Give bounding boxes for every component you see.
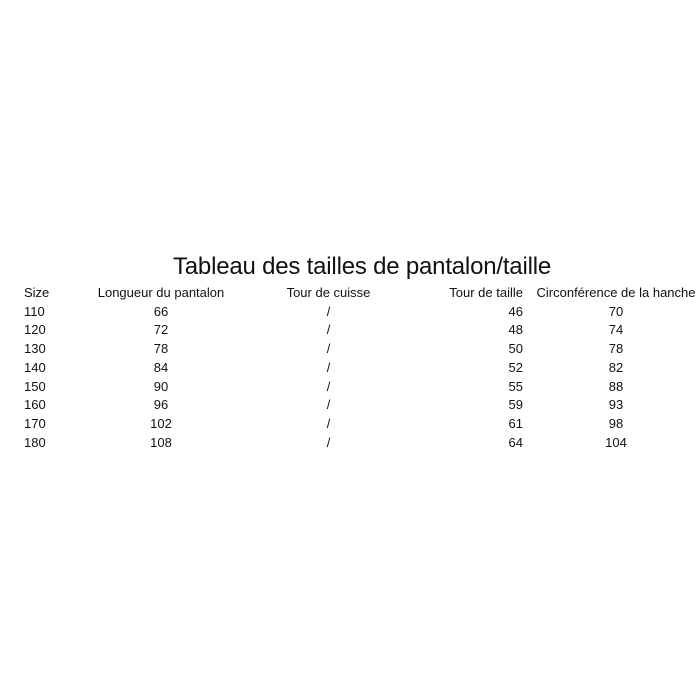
cell-waist: 50 <box>508 341 523 357</box>
cell-thigh: / <box>326 303 331 319</box>
header-hip: Circonférence de la hanche <box>536 285 696 300</box>
cell-thigh: / <box>326 397 331 413</box>
cell-trouser-length: 102 <box>150 415 172 431</box>
cell-hip: 82 <box>608 359 624 375</box>
table-row <box>20 396 699 415</box>
cell-hip: 74 <box>608 322 624 338</box>
cell-hip: 104 <box>605 434 627 450</box>
cell-hip: 98 <box>608 415 624 431</box>
cell-trouser-length: 78 <box>153 341 169 357</box>
cell-waist: 61 <box>508 415 523 431</box>
cell-hip: 78 <box>608 341 624 357</box>
cell-trouser-length: 108 <box>150 434 172 450</box>
cell-waist: 48 <box>508 322 523 338</box>
header-size: Size <box>24 285 50 300</box>
cell-size: 160 <box>24 397 46 413</box>
cell-waist: 64 <box>508 434 523 450</box>
cell-waist: 46 <box>508 303 523 319</box>
table-row <box>20 359 699 378</box>
table-header-row <box>20 284 699 303</box>
cell-size: 180 <box>24 434 46 450</box>
cell-size: 110 <box>24 303 45 319</box>
cell-waist: 55 <box>508 378 523 394</box>
cell-size: 150 <box>24 378 46 394</box>
cell-trouser-length: 96 <box>153 397 169 413</box>
table-row <box>20 434 699 453</box>
cell-size: 130 <box>24 341 46 357</box>
size-chart-table <box>20 284 699 452</box>
table-row <box>20 415 699 434</box>
table-row <box>20 303 699 322</box>
cell-thigh: / <box>326 341 331 357</box>
cell-thigh: / <box>326 434 331 450</box>
cell-waist: 52 <box>508 359 523 375</box>
cell-size: 140 <box>24 359 46 375</box>
cell-thigh: / <box>326 415 331 431</box>
cell-thigh: / <box>326 359 331 375</box>
table-row <box>20 378 699 397</box>
page-title: Tableau des tailles de pantalon/taille <box>172 253 551 280</box>
header-thigh: Tour de cuisse <box>286 285 371 300</box>
cell-trouser-length: 84 <box>153 359 169 375</box>
cell-trouser-length: 90 <box>153 378 169 394</box>
cell-hip: 93 <box>608 397 624 413</box>
cell-thigh: / <box>326 322 331 338</box>
cell-hip: 88 <box>608 378 624 394</box>
cell-size: 170 <box>24 415 46 431</box>
table-row <box>20 321 699 340</box>
cell-trouser-length: 72 <box>153 322 169 338</box>
cell-trouser-length: 66 <box>153 303 169 319</box>
cell-hip: 70 <box>608 303 624 319</box>
header-trouser-length: Longueur du pantalon <box>97 285 225 300</box>
cell-size: 120 <box>24 322 46 338</box>
table-row <box>20 340 699 359</box>
cell-thigh: / <box>326 378 331 394</box>
cell-waist: 59 <box>508 397 523 413</box>
header-waist: Tour de taille <box>449 285 523 300</box>
